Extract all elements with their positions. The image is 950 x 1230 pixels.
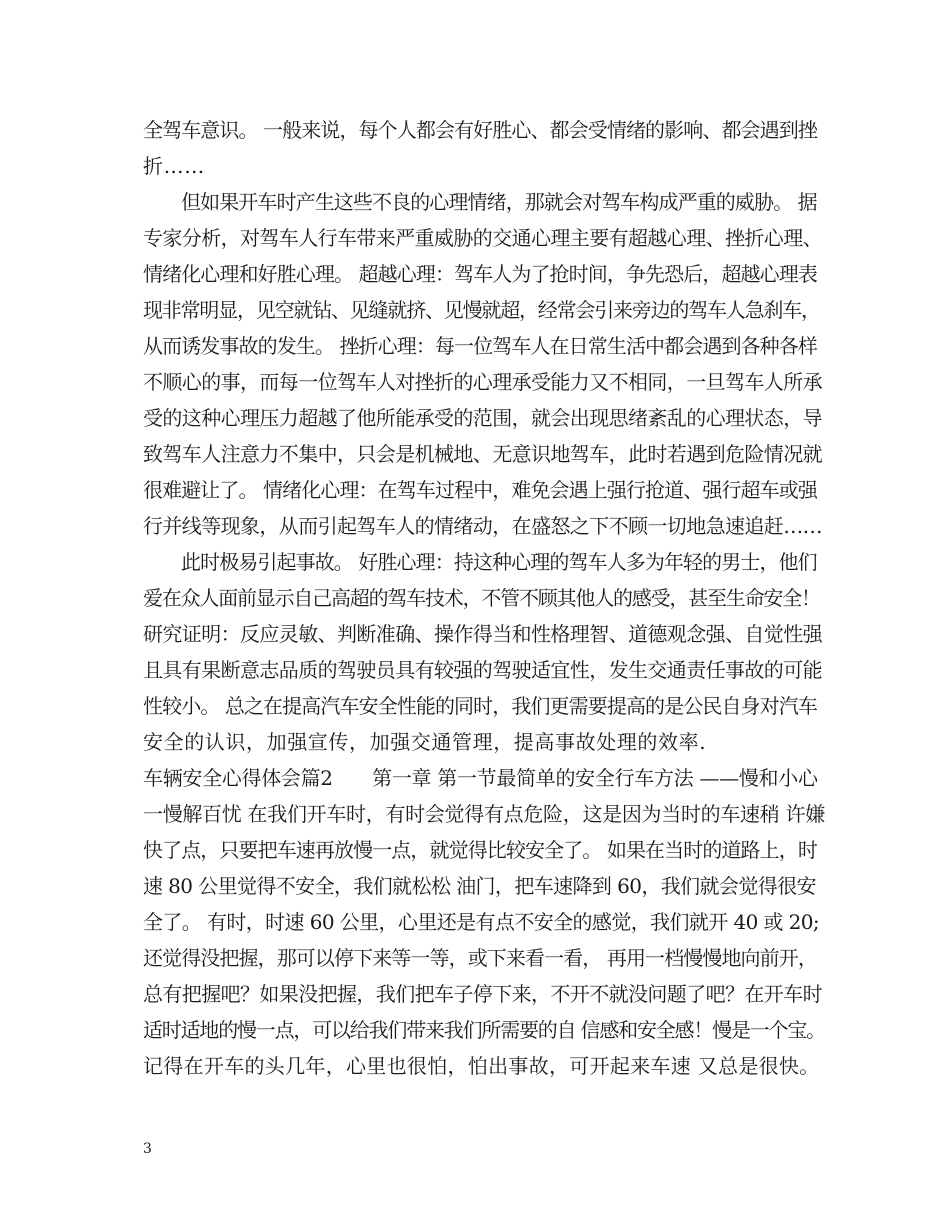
text-line: 爱在众人面前显示自己高超的驾车技术，不管不顾其他人的感受，甚至生命安全！ xyxy=(143,586,820,610)
text-line: 性较小。 总之在提高汽车安全性能的同时，我们更需要提高的是公民自身对汽车 xyxy=(143,694,817,718)
text-line: 致驾车人注意力不集中，只会是机械地、无意识地驾车，此时若遇到危险情况就 xyxy=(143,442,822,466)
text-line: 不顺心的事，而每一位驾车人对挫折的心理承受能力又不相同，一旦驾车人所承 xyxy=(143,370,822,394)
text-line: 快了点，只要把车速再放慢一点，就觉得比较安全了。 如果在当时的道路上，时 xyxy=(143,838,817,862)
text-line: 全了。 有时，时速 60 公里，心里还是有点不安全的感觉，我们就开 40 或 20; xyxy=(143,910,820,934)
text-line: 情绪化心理和好胜心理。 超越心理：驾车人为了抢时间，争先恐后，超越心理表 xyxy=(143,262,817,286)
text-line: 一慢解百忧 在我们开车时，有时会觉得有点危险，这是因为当时的车速稍 许嫌 xyxy=(143,802,825,826)
text-line: 研究证明：反应灵敏、判断准确、操作得当和性格理智、道德观念强、自觉性强 xyxy=(143,622,822,646)
text-line: 行并线等现象，从而引起驾车人的情绪动，在盛怒之下不顾一切地急速追赶…… xyxy=(143,514,822,538)
paragraph-start-line: 此时极易引起事故。 好胜心理：持这种心理的驾车人多为年轻的男士，他们 xyxy=(181,550,817,574)
page-number: 3 xyxy=(143,1141,152,1157)
text-line: 总有把握吧？如果没把握，我们把车子停下来，不开不就没问题了吧？在开车时 xyxy=(143,982,822,1006)
text-line: 安全的认识，加强宣传，加强交通管理，提高事故处理的效率. xyxy=(143,730,707,754)
text-line: 速 80 公里觉得不安全，我们就松松 油门，把车速降到 60，我们就会觉得很安 xyxy=(143,874,816,898)
text-line: 且具有果断意志品质的驾驶员具有较强的驾驶适宜性，发生交通责任事故的可能 xyxy=(143,658,822,682)
paragraph-start-line: 但如果开车时产生这些不良的心理情绪，那就会对驾车构成严重的威胁。 据 xyxy=(181,190,817,214)
text-line: 专家分析，对驾车人行车带来严重威胁的交通心理主要有超越心理、挫折心理、 xyxy=(143,226,822,250)
section-heading-line: 车辆安全心得体会篇2 第一章 第一节最简单的安全行车方法 ——慢和小心 xyxy=(143,766,818,790)
text-line: 适时适地的慢一点，可以给我们带来我们所需要的自 信感和安全感！慢是一个宝。 xyxy=(143,1018,825,1042)
text-line: 全驾车意识。 一般来说，每个人都会有好胜心、都会受情绪的影响、都会遇到挫 xyxy=(143,118,817,142)
text-line: 现非常明显，见空就钻、见缝就挤、见慢就超，经常会引来旁边的驾车人急刹车， xyxy=(143,298,820,322)
text-line: 还觉得没把握，那可以停下来等一等，或下来看一看， 再用一档慢慢地向前开， xyxy=(143,946,817,970)
text-line: 很难避让了。 情绪化心理：在驾车过程中，难免会遇上强行抢道、强行超车或强 xyxy=(143,478,817,502)
text-line: 记得在开车的头几年，心里也很怕，怕出事故，可开起来车速 又总是很快。 xyxy=(143,1054,820,1078)
text-line: 折…… xyxy=(143,154,205,178)
text-line: 从而诱发事故的发生。 挫折心理：每一位驾车人在日常生活中都会遇到各种各样 xyxy=(143,334,817,358)
text-line: 受的这种心理压力超越了他所能承受的范围，就会出现思绪紊乱的心理状态，导 xyxy=(143,406,822,430)
